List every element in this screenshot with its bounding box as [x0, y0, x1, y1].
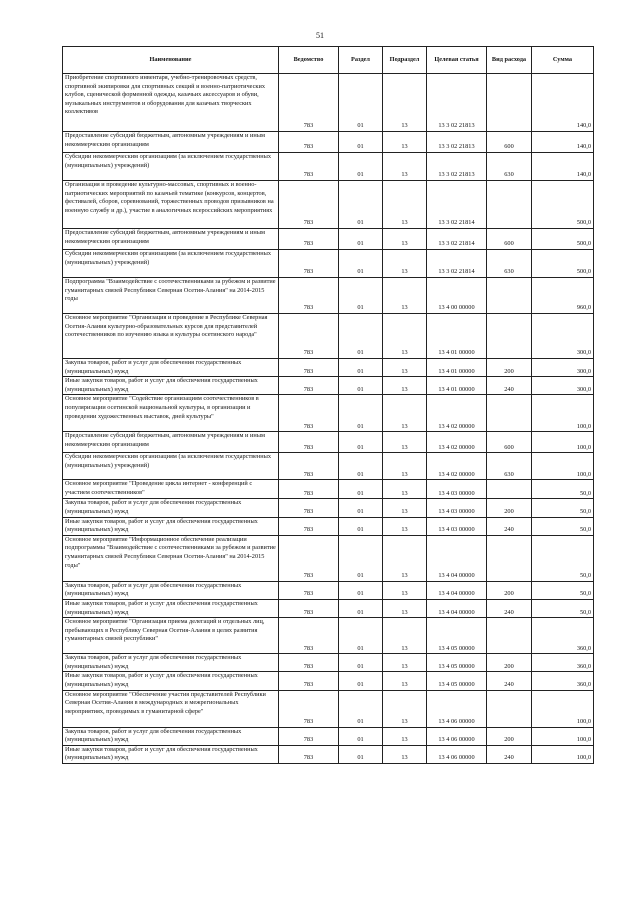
cell-subsection: 13 — [383, 517, 427, 535]
table-row — [63, 618, 594, 654]
cell-subsection: 13 — [383, 690, 427, 727]
header-subsection: Подраздел — [383, 47, 427, 74]
cell-name: Основное мероприятие "Информационное обеспечение реализации подпрограммы "Взаимодействие с соотечественниками за рубежом и развитие гуманитарных связей Республики Северная Осетия-Алания" на 2014-2015 годы" — [63, 535, 279, 581]
cell-sum: 50,0 — [532, 535, 594, 581]
cell-sum: 140,0 — [532, 153, 594, 181]
table-row — [63, 654, 594, 672]
cell-sum: 360,0 — [532, 654, 594, 672]
cell-dept: 783 — [279, 599, 339, 617]
cell-target: 13 4 04 00000 — [427, 535, 487, 581]
cell-type — [487, 74, 532, 132]
cell-subsection: 13 — [383, 727, 427, 745]
cell-subsection: 13 — [383, 278, 427, 314]
cell-type: 240 — [487, 377, 532, 395]
cell-section: 01 — [339, 745, 383, 763]
cell-type: 200 — [487, 654, 532, 672]
cell-dept: 783 — [279, 153, 339, 181]
cell-target: 13 4 05 00000 — [427, 672, 487, 690]
cell-type: 200 — [487, 359, 532, 377]
cell-name: Закупка товаров, работ и услуг для обеспечения государственных (муниципальных) нужд — [63, 654, 279, 672]
cell-dept: 783 — [279, 535, 339, 581]
table-row — [63, 229, 594, 250]
cell-dept: 783 — [279, 377, 339, 395]
cell-subsection: 13 — [383, 618, 427, 654]
table-row — [63, 395, 594, 432]
cell-target: 13 4 05 00000 — [427, 654, 487, 672]
cell-dept: 783 — [279, 581, 339, 599]
cell-dept: 783 — [279, 314, 339, 359]
header-section: Раздел — [339, 47, 383, 74]
cell-section: 01 — [339, 453, 383, 480]
cell-section: 01 — [339, 535, 383, 581]
cell-section: 01 — [339, 181, 383, 229]
cell-target: 13 4 04 00000 — [427, 581, 487, 599]
cell-section: 01 — [339, 581, 383, 599]
cell-type — [487, 395, 532, 432]
cell-type — [487, 690, 532, 727]
cell-subsection: 13 — [383, 153, 427, 181]
cell-name: Субсидии некоммерческим организациям (за исключением государственных (муниципальных) учреждений) — [63, 250, 279, 278]
cell-target: 13 3 02 21814 — [427, 229, 487, 250]
cell-subsection: 13 — [383, 359, 427, 377]
cell-type: 630 — [487, 250, 532, 278]
cell-target: 13 4 01 00000 — [427, 314, 487, 359]
cell-type: 240 — [487, 599, 532, 617]
cell-section: 01 — [339, 278, 383, 314]
cell-section: 01 — [339, 250, 383, 278]
cell-type: 630 — [487, 453, 532, 480]
cell-dept: 783 — [279, 499, 339, 517]
cell-name: Закупка товаров, работ и услуг для обеспечения государственных (муниципальных) нужд — [63, 359, 279, 377]
page-number: 51 — [316, 31, 324, 40]
table-row — [63, 517, 594, 535]
cell-sum: 360,0 — [532, 618, 594, 654]
cell-type — [487, 278, 532, 314]
table-row — [63, 499, 594, 517]
cell-sum: 100,0 — [532, 745, 594, 763]
cell-sum: 300,0 — [532, 314, 594, 359]
cell-sum: 140,0 — [532, 74, 594, 132]
table-row — [63, 377, 594, 395]
cell-name: Закупка товаров, работ и услуг для обеспечения государственных (муниципальных) нужд — [63, 499, 279, 517]
cell-section: 01 — [339, 395, 383, 432]
cell-subsection: 13 — [383, 181, 427, 229]
cell-section: 01 — [339, 654, 383, 672]
cell-sum: 50,0 — [532, 517, 594, 535]
budget-table — [62, 46, 594, 764]
cell-subsection: 13 — [383, 432, 427, 453]
cell-name: Основное мероприятие "Содействие организациям соотечественников в популяризации осетинской национальной культуры, в организации и проведении художественных выставок, дней культуры" — [63, 395, 279, 432]
cell-dept: 783 — [279, 654, 339, 672]
cell-target: 13 4 01 00000 — [427, 377, 487, 395]
cell-section: 01 — [339, 517, 383, 535]
cell-type — [487, 618, 532, 654]
cell-type: 240 — [487, 672, 532, 690]
cell-name: Закупка товаров, работ и услуг для обеспечения государственных (муниципальных) нужд — [63, 727, 279, 745]
cell-name: Предоставление субсидий бюджетным, автономным учреждениям и иным некоммерческим организациям — [63, 132, 279, 153]
cell-sum: 100,0 — [532, 432, 594, 453]
cell-type — [487, 535, 532, 581]
cell-target: 13 4 02 00000 — [427, 395, 487, 432]
cell-name: Закупка товаров, работ и услуг для обеспечения государственных (муниципальных) нужд — [63, 581, 279, 599]
cell-name: Иные закупки товаров, работ и услуг для обеспечения государственных (муниципальных) нужд — [63, 377, 279, 395]
cell-dept: 783 — [279, 359, 339, 377]
cell-dept: 783 — [279, 132, 339, 153]
cell-name: Иные закупки товаров, работ и услуг для обеспечения государственных (муниципальных) нужд — [63, 745, 279, 763]
cell-type: 600 — [487, 432, 532, 453]
cell-type — [487, 314, 532, 359]
cell-name: Основное мероприятие "Организация и проведение в Республике Северная Осетия-Алания культурно-образовательных курсов для представителей соотечественников по изучению языка и культуры осетинского народа" — [63, 314, 279, 359]
cell-dept: 783 — [279, 432, 339, 453]
cell-target: 13 3 02 21814 — [427, 181, 487, 229]
cell-subsection: 13 — [383, 654, 427, 672]
cell-section: 01 — [339, 599, 383, 617]
cell-subsection: 13 — [383, 395, 427, 432]
cell-section: 01 — [339, 480, 383, 499]
cell-target: 13 4 02 00000 — [427, 432, 487, 453]
cell-target: 13 4 06 00000 — [427, 690, 487, 727]
table-row — [63, 132, 594, 153]
cell-dept: 783 — [279, 690, 339, 727]
cell-target: 13 4 03 00000 — [427, 517, 487, 535]
cell-subsection: 13 — [383, 74, 427, 132]
table-row — [63, 278, 594, 314]
cell-type: 630 — [487, 153, 532, 181]
cell-type: 600 — [487, 132, 532, 153]
table-row — [63, 453, 594, 480]
header-target: Целевая статья — [427, 47, 487, 74]
cell-sum: 50,0 — [532, 499, 594, 517]
cell-type: 240 — [487, 745, 532, 763]
cell-sum: 50,0 — [532, 480, 594, 499]
cell-section: 01 — [339, 359, 383, 377]
table-row — [63, 599, 594, 617]
cell-name: Субсидии некоммерческим организациям (за исключением государственных (муниципальных) учреждений) — [63, 153, 279, 181]
table-row — [63, 359, 594, 377]
header-name: Наименование — [63, 47, 279, 74]
cell-sum: 360,0 — [532, 672, 594, 690]
header-sum: Сумма — [532, 47, 594, 74]
cell-target: 13 4 06 00000 — [427, 727, 487, 745]
cell-section: 01 — [339, 690, 383, 727]
cell-name: Основное мероприятие "Организация приема делегаций и отдельных лиц, пребывающих в Республику Северная Осетия-Алания в целях развития гуманитарных связей республики" — [63, 618, 279, 654]
table-row — [63, 480, 594, 499]
cell-sum: 100,0 — [532, 727, 594, 745]
table-row — [63, 74, 594, 132]
header-dept: Ведомство — [279, 47, 339, 74]
cell-section: 01 — [339, 229, 383, 250]
cell-target: 13 3 02 21813 — [427, 153, 487, 181]
cell-dept: 783 — [279, 618, 339, 654]
cell-sum: 300,0 — [532, 377, 594, 395]
cell-subsection: 13 — [383, 229, 427, 250]
cell-dept: 783 — [279, 74, 339, 132]
cell-type: 200 — [487, 499, 532, 517]
cell-sum: 100,0 — [532, 690, 594, 727]
cell-name: Основное мероприятие "Обеспечение участия представителей Республики Северная Осетия-Алания в международных и межрегиональных мероприятиях, проводимых в гуманитарной сфере" — [63, 690, 279, 727]
cell-sum: 100,0 — [532, 453, 594, 480]
table-row — [63, 690, 594, 727]
cell-target: 13 4 01 00000 — [427, 359, 487, 377]
cell-name: Иные закупки товаров, работ и услуг для обеспечения государственных (муниципальных) нужд — [63, 517, 279, 535]
cell-section: 01 — [339, 672, 383, 690]
cell-dept: 783 — [279, 517, 339, 535]
table-row — [63, 181, 594, 229]
cell-target: 13 4 06 00000 — [427, 745, 487, 763]
table-row — [63, 432, 594, 453]
cell-dept: 783 — [279, 250, 339, 278]
cell-subsection: 13 — [383, 581, 427, 599]
cell-section: 01 — [339, 132, 383, 153]
cell-name: Иные закупки товаров, работ и услуг для обеспечения государственных (муниципальных) нужд — [63, 599, 279, 617]
table-row — [63, 672, 594, 690]
cell-dept: 783 — [279, 745, 339, 763]
cell-sum: 960,0 — [532, 278, 594, 314]
cell-name: Организация и проведение культурно-массовых, спортивных и военно-патриотических мероприятий по казачьей тематике (конкурсов, концертов, фестивалей, сборов, соревнований, торжественных проводов призывников на военную службу и др.), участие в аналогичных всероссийских мероприятиях — [63, 181, 279, 229]
cell-subsection: 13 — [383, 377, 427, 395]
cell-target: 13 3 02 21813 — [427, 74, 487, 132]
cell-target: 13 4 04 00000 — [427, 599, 487, 617]
cell-dept: 783 — [279, 453, 339, 480]
table-row — [63, 745, 594, 763]
cell-sum: 500,0 — [532, 250, 594, 278]
table-row — [63, 314, 594, 359]
table-header-row — [63, 47, 594, 74]
cell-name: Иные закупки товаров, работ и услуг для обеспечения государственных (муниципальных) нужд — [63, 672, 279, 690]
cell-section: 01 — [339, 727, 383, 745]
cell-sum: 50,0 — [532, 581, 594, 599]
cell-target: 13 4 03 00000 — [427, 499, 487, 517]
cell-sum: 500,0 — [532, 229, 594, 250]
cell-section: 01 — [339, 153, 383, 181]
cell-sum: 500,0 — [532, 181, 594, 229]
header-expense-type: Вид расхода — [487, 47, 532, 74]
cell-type — [487, 480, 532, 499]
cell-name: Предоставление субсидий бюджетным, автономным учреждениям и иным некоммерческим организациям — [63, 432, 279, 453]
cell-name: Основное мероприятие "Проведение цикла интернет - конференций с участием соотечественников" — [63, 480, 279, 499]
cell-sum: 50,0 — [532, 599, 594, 617]
cell-target: 13 3 02 21814 — [427, 250, 487, 278]
cell-dept: 783 — [279, 395, 339, 432]
cell-subsection: 13 — [383, 132, 427, 153]
cell-type: 240 — [487, 517, 532, 535]
cell-subsection: 13 — [383, 535, 427, 581]
cell-type: 200 — [487, 581, 532, 599]
table-row — [63, 250, 594, 278]
cell-dept: 783 — [279, 229, 339, 250]
cell-section: 01 — [339, 499, 383, 517]
cell-target: 13 4 05 00000 — [427, 618, 487, 654]
cell-target: 13 4 02 00000 — [427, 453, 487, 480]
table-row — [63, 153, 594, 181]
cell-dept: 783 — [279, 727, 339, 745]
cell-section: 01 — [339, 74, 383, 132]
cell-dept: 783 — [279, 278, 339, 314]
table-row — [63, 727, 594, 745]
cell-sum: 140,0 — [532, 132, 594, 153]
cell-subsection: 13 — [383, 480, 427, 499]
table-row — [63, 581, 594, 599]
cell-sum: 100,0 — [532, 395, 594, 432]
cell-target: 13 4 03 00000 — [427, 480, 487, 499]
cell-section: 01 — [339, 314, 383, 359]
cell-type: 600 — [487, 229, 532, 250]
cell-section: 01 — [339, 618, 383, 654]
cell-subsection: 13 — [383, 499, 427, 517]
cell-dept: 783 — [279, 480, 339, 499]
cell-subsection: 13 — [383, 745, 427, 763]
cell-subsection: 13 — [383, 672, 427, 690]
cell-section: 01 — [339, 377, 383, 395]
cell-section: 01 — [339, 432, 383, 453]
cell-type — [487, 181, 532, 229]
cell-name: Субсидии некоммерческим организациям (за исключением государственных (муниципальных) учреждений) — [63, 453, 279, 480]
cell-type: 200 — [487, 727, 532, 745]
cell-subsection: 13 — [383, 599, 427, 617]
cell-name: Приобретение спортивного инвентаря, учебно-тренировочных средств, спортивной экипировки для спортивных секций и военно-патриотических клубов, сценической форменной одежды, казачьих аксессуаров и обуви, музыкальных инструментов и оборудования для казачьих творческих коллективов — [63, 74, 279, 132]
cell-name: Подпрограмма "Взаимодействие с соотечественниками за рубежом и развитие гуманитарных связей Республики Северная Осетия-Алания" на 2014-2015 годы — [63, 278, 279, 314]
table-row — [63, 535, 594, 581]
cell-name: Предоставление субсидий бюджетным, автономным учреждениям и иным некоммерческим организациям — [63, 229, 279, 250]
cell-dept: 783 — [279, 181, 339, 229]
cell-subsection: 13 — [383, 314, 427, 359]
cell-target: 13 4 00 00000 — [427, 278, 487, 314]
cell-subsection: 13 — [383, 250, 427, 278]
cell-dept: 783 — [279, 672, 339, 690]
cell-target: 13 3 02 21813 — [427, 132, 487, 153]
cell-sum: 300,0 — [532, 359, 594, 377]
cell-subsection: 13 — [383, 453, 427, 480]
